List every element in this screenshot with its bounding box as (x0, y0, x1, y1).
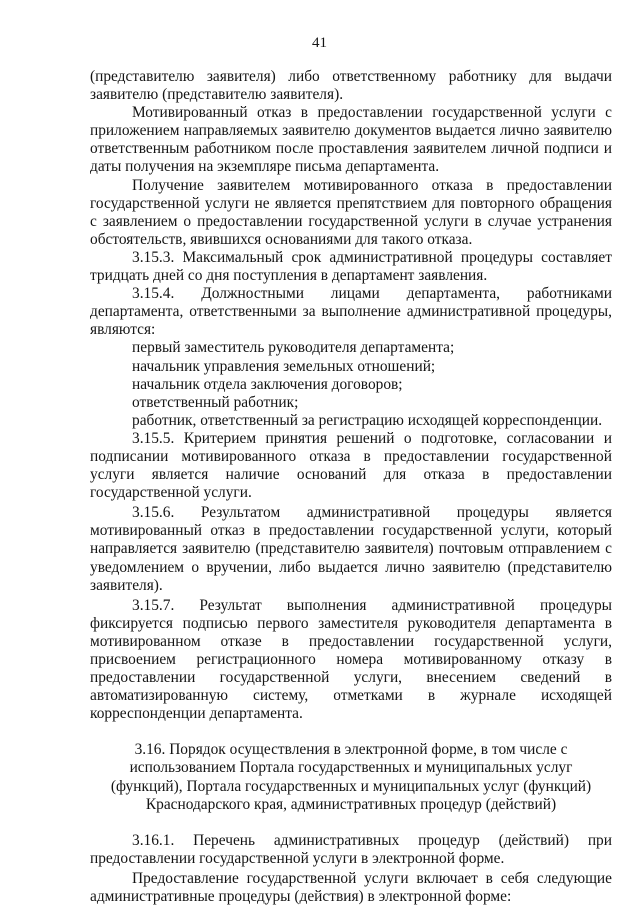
paragraph: 3.15.3. Максимальный срок административной процедуры составляет тридцать дней со дня поступления в департамент заявления. (90, 248, 612, 285)
paragraph: 3.15.4. Должностными лицами департамента, работниками департамента, ответственными за выполнение административной процедуры, являются: (90, 285, 612, 339)
document-body (90, 68, 612, 906)
paragraph: Получение заявителем мотивированного отказа в предоставлении государственной услуги не является препятствием для повторного обращения с заявлением о предоставлении государственной услуги в случае устранения обстоятельств, явившихся основаниями для такого отказа. (90, 176, 612, 248)
list-item: начальник управления земельных отношений; (132, 357, 436, 375)
list-item: работник, ответственный за регистрацию исходящей корреспонденции. (132, 411, 603, 429)
paragraph: 3.15.6. Результатом административной процедуры является мотивированный отказ в предоставлении государственной услуги, который направляется заявителю (представителю заявителя) почтовым отправлением с уведомлением о вручении, либо выдается лично заявителю (представителю заявителя). (90, 504, 612, 594)
list-item: ответственный работник; (132, 393, 299, 411)
paragraph: 3.16.1. Перечень административных процедур (действий) при предоставлении государственной услуги в электронной форме. (90, 831, 612, 867)
list-item: первый заместитель руководителя департамента; (132, 339, 455, 357)
list-item: начальник отдела заключения договоров; (132, 375, 403, 393)
section-heading: 3.16. Порядок осуществления в электронной форме, в том числе с использованием Портала государственных и муниципальных услуг (функций), Портала государственных и муниципальных услуг (функций) Краснодарского края, административных процедур (действий) (110, 741, 592, 813)
paragraph: (представителю заявителя) либо ответственному работнику для выдачи заявителю (представителю заявителя). (90, 68, 612, 104)
paragraph: Мотивированный отказ в предоставлении государственной услуги с приложением направляемых заявителю документов выдается лично заявителю ответственным работником после проставления заявителем личной подписи и даты получения на экземпляре письма департамента. (90, 104, 612, 176)
paragraph: 3.15.5. Критерием принятия решений о подготовке, согласовании и подписании мотивированного отказа в предоставлении государственной услуги является наличие оснований для отказа в предоставлении государственной услуги. (90, 429, 612, 502)
paragraph: 3.15.7. Результат выполнения административной процедуры фиксируется подписью первого заместителя руководителя департамента в мотивированном отказе в предоставлении государственной услуги, присвоением регистрационного номера мотивированному отказу в предоставлении государственной услуги, внесением сведений в автоматизированную систему, отметками в журнале исходящей корреспонденции департамента. (90, 596, 612, 723)
page-number: 41 (312, 35, 327, 51)
paragraph: Предоставление государственной услуги включает в себя следующие административные процедуры (действия) в электронной форме: (90, 869, 612, 906)
